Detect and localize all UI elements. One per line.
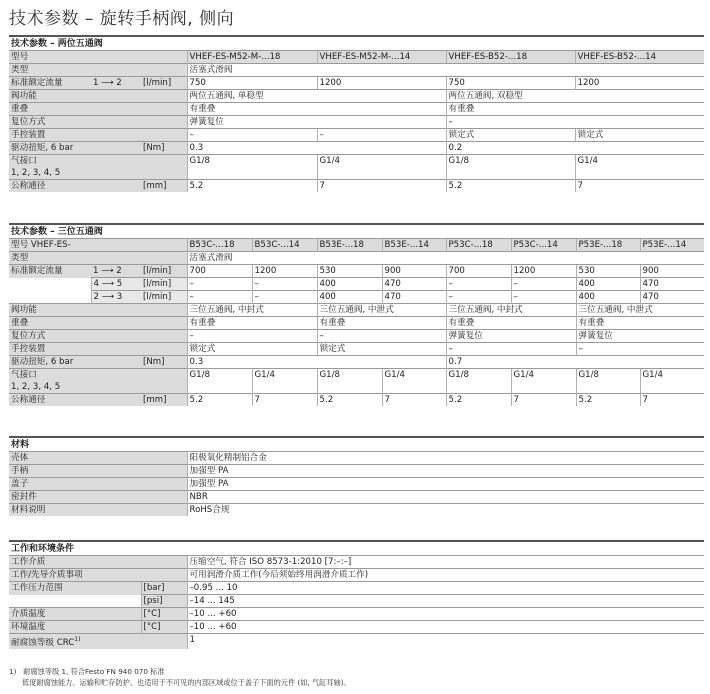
row-label: 标准额定流量 — [9, 265, 91, 278]
cell: G1/8 — [187, 369, 252, 394]
row-label: 类型 — [9, 64, 187, 77]
port-label: 气接口 — [11, 156, 37, 166]
row-label: 公称通径 — [9, 394, 141, 407]
cell: 1200 — [252, 265, 317, 278]
cell: 活塞式滑阀 — [187, 252, 704, 265]
section-rule — [9, 35, 704, 37]
cell: 400 — [576, 278, 640, 291]
materials-table — [9, 439, 704, 516]
section-rule — [9, 223, 704, 225]
cell: 活塞式滑阀 — [187, 64, 704, 77]
cell: 阳极氧化精制铝合金 — [187, 452, 704, 465]
spacer — [9, 595, 141, 608]
footnote-line: 低度耐腐蚀能力。运输和贮存防护。也适用于不可见的内部区域或位于盖子下面的元件 (如, 气缸耳轴)。 — [22, 678, 351, 687]
cell: 1200 — [575, 77, 704, 90]
unit: [l/min] — [141, 265, 187, 278]
col-header: B53C-...14 — [252, 239, 317, 252]
col-header: B53E-...14 — [382, 239, 446, 252]
cell: – — [187, 330, 317, 343]
row-label: 公称通径 — [9, 180, 141, 193]
spacer — [9, 291, 91, 304]
cell: 530 — [576, 265, 640, 278]
cell: 470 — [640, 291, 704, 304]
row-label — [9, 369, 187, 394]
port-label: 气接口 — [11, 370, 37, 380]
row-label: 重叠 — [9, 103, 187, 116]
col-header: VHEF-ES-M52-M-...18 — [187, 51, 317, 64]
cell: 0.3 — [187, 142, 446, 155]
cell: 1200 — [511, 265, 576, 278]
unit: [Nm] — [141, 142, 187, 155]
model-label: 型号 VHEF-ES- — [9, 239, 187, 252]
cell: G1/4 — [511, 369, 576, 394]
col-header: VHEF-ES-M52-M-...14 — [317, 51, 446, 64]
row-label: 工作介质 — [9, 556, 187, 569]
row-label: 标准额定流量 — [9, 77, 91, 90]
spec-table-3x5 — [9, 226, 704, 406]
col-header: B53C-...18 — [187, 239, 252, 252]
cell: 1 — [187, 634, 704, 649]
cell: G1/4 — [382, 369, 446, 394]
cell: 7 — [640, 394, 704, 407]
cell: 7 — [382, 394, 446, 407]
cell: 两位五通阀, 单稳型 — [187, 90, 446, 103]
cell: RoHS合规 — [187, 504, 704, 517]
section-heading: 技术参数 – 两位五通阀 — [11, 39, 103, 49]
row-label: 类型 — [9, 252, 187, 265]
cell: 400 — [576, 291, 640, 304]
unit: [l/min] — [141, 291, 187, 304]
cell: 400 — [317, 278, 382, 291]
cell: G1/8 — [446, 155, 575, 180]
cell: 0.3 — [187, 356, 446, 369]
row-label: 工作/先导介质事项 — [9, 569, 187, 582]
row-label: 驱动扭矩, 6 bar — [9, 142, 141, 155]
row-label: 手控装置 — [9, 343, 187, 356]
cell: 弹簧复位 — [446, 330, 576, 343]
cell: 5.2 — [446, 180, 575, 193]
row-label: 环境温度 — [9, 621, 141, 634]
cell: – — [446, 343, 576, 356]
flow-direction: 4 ⟶ 5 — [91, 278, 141, 291]
cell: 5.2 — [446, 394, 511, 407]
cell: –10 ... +60 — [187, 608, 704, 621]
footnote-line: 耐腐蚀等级 1, 符合Festo FN 940 070 标准 — [23, 667, 165, 676]
spacer — [9, 278, 91, 291]
cell: 0.7 — [446, 356, 704, 369]
cell: – — [446, 291, 511, 304]
section-heading: 技术参数 – 三位五通阀 — [11, 227, 103, 237]
row-label: 复位方式 — [9, 330, 187, 343]
cell: G1/8 — [446, 369, 511, 394]
footnote-ref: 1) — [74, 636, 81, 643]
unit: [Nm] — [141, 356, 187, 369]
col-header: VHEF-ES-B52-...14 — [575, 51, 704, 64]
section-heading: 工作和环境条件 — [11, 544, 75, 554]
cell: 有重叠 — [446, 103, 704, 116]
cell: 700 — [187, 265, 252, 278]
col-header: B53E-...18 — [317, 239, 382, 252]
cell: 900 — [640, 265, 704, 278]
cell: 三位五通阀, 中泄式 — [317, 304, 446, 317]
cell: 两位五通阀, 双稳型 — [446, 90, 704, 103]
section-rule — [9, 540, 704, 542]
cell: – — [317, 129, 446, 142]
cell: 750 — [187, 77, 317, 90]
col-header: P53E-...18 — [576, 239, 640, 252]
cell: 锁定式 — [575, 129, 704, 142]
unit: [mm] — [141, 394, 187, 407]
cell: 三位五通阀, 中封式 — [187, 304, 317, 317]
cell: G1/4 — [252, 369, 317, 394]
unit: [bar] — [141, 582, 187, 595]
cell: – — [187, 291, 252, 304]
row-label: 手柄 — [9, 465, 187, 478]
cell: – — [446, 116, 704, 129]
cell: NBR — [187, 491, 704, 504]
cell: G1/4 — [575, 155, 704, 180]
cell: 有重叠 — [576, 317, 704, 330]
cell: – — [446, 278, 511, 291]
cell: 锁定式 — [446, 129, 575, 142]
row-label: 材料说明 — [9, 504, 187, 517]
row-label: 壳体 — [9, 452, 187, 465]
cell: G1/8 — [187, 155, 317, 180]
cell: 7 — [252, 394, 317, 407]
row-label: 手控装置 — [9, 129, 187, 142]
cell: 5.2 — [317, 394, 382, 407]
cell: – — [187, 278, 252, 291]
unit: [mm] — [141, 180, 187, 193]
row-label: 阀功能 — [9, 304, 187, 317]
model-label: 型号 — [9, 51, 187, 64]
cell: 1200 — [317, 77, 446, 90]
col-header: P53C-...18 — [446, 239, 511, 252]
cell: – — [511, 291, 576, 304]
unit: [°C] — [141, 608, 187, 621]
cell: 弹簧复位 — [187, 116, 446, 129]
cell: 470 — [382, 291, 446, 304]
cell: –10 ... +60 — [187, 621, 704, 634]
cell: G1/4 — [640, 369, 704, 394]
page-title: 技术参数 – 旋转手柄阀, 侧向 — [9, 9, 235, 29]
unit: [°C] — [141, 621, 187, 634]
cell: 加强型 PA — [187, 465, 704, 478]
cell: – — [511, 278, 576, 291]
cell: 5.2 — [576, 394, 640, 407]
cell: 弹簧复位 — [576, 330, 704, 343]
cell: 加强型 PA — [187, 478, 704, 491]
cell: G1/8 — [317, 369, 382, 394]
cell: 470 — [640, 278, 704, 291]
cell: 400 — [317, 291, 382, 304]
row-label: 复位方式 — [9, 116, 187, 129]
section-heading: 材料 — [11, 440, 30, 450]
section-rule — [9, 436, 704, 438]
col-header: P53C-...14 — [511, 239, 576, 252]
row-label: 驱动扭矩, 6 bar — [9, 356, 141, 369]
cell: –14 ... 145 — [187, 595, 704, 608]
footnote-mark: 1) — [9, 667, 17, 676]
cell: 5.2 — [187, 180, 317, 193]
cell: 530 — [317, 265, 382, 278]
cell: G1/4 — [317, 155, 446, 180]
cell: 压缩空气, 符合 ISO 8573-1:2010 [7:–:–] — [187, 556, 704, 569]
flow-direction: 1 ⟶ 2 — [91, 265, 141, 278]
cell: – — [187, 129, 317, 142]
unit: [l/min] — [141, 77, 187, 90]
cell: –0.95 ... 10 — [187, 582, 704, 595]
cell: 有重叠 — [446, 317, 576, 330]
port-sub-label: 1, 2, 3, 4, 5 — [11, 382, 61, 392]
cell: – — [576, 343, 704, 356]
col-header: VHEF-ES-B52-...18 — [446, 51, 575, 64]
port-sub-label: 1, 2, 3, 4, 5 — [11, 168, 61, 178]
cell: – — [317, 330, 446, 343]
unit: [psi] — [141, 595, 187, 608]
spec-table-2x5 — [9, 38, 704, 192]
unit: [l/min] — [141, 278, 187, 291]
row-label: 阀功能 — [9, 90, 187, 103]
row-label: 密封件 — [9, 491, 187, 504]
cell: 有重叠 — [187, 103, 446, 116]
row-label: 盖子 — [9, 478, 187, 491]
cell: – — [252, 278, 317, 291]
cell: 三位五通阀, 中封式 — [446, 304, 576, 317]
footnote — [9, 666, 351, 688]
crc-label: 耐腐蚀等级 CRC — [11, 637, 75, 648]
row-label: 介质温度 — [9, 608, 141, 621]
cell: 700 — [446, 265, 511, 278]
cell: 可用润滑介质工作(今后须始终用润滑介质工作) — [187, 569, 704, 582]
row-label — [9, 634, 187, 649]
flow-direction: 1 ⟶ 2 — [91, 77, 141, 90]
cell: 470 — [382, 278, 446, 291]
operating-conditions-table — [9, 543, 704, 649]
cell: 有重叠 — [187, 317, 317, 330]
col-header: P53E-...14 — [640, 239, 704, 252]
row-label: 工作压力范围 — [9, 582, 141, 595]
cell: 锁定式 — [317, 343, 446, 356]
cell: 有重叠 — [317, 317, 446, 330]
cell: 0.2 — [446, 142, 704, 155]
cell: 三位五通阀, 中泄式 — [576, 304, 704, 317]
cell: 锁定式 — [187, 343, 317, 356]
cell: – — [252, 291, 317, 304]
cell: 7 — [317, 180, 446, 193]
flow-direction: 2 ⟶ 3 — [91, 291, 141, 304]
cell: 750 — [446, 77, 575, 90]
cell: 5.2 — [187, 394, 252, 407]
cell: 900 — [382, 265, 446, 278]
cell: 7 — [575, 180, 704, 193]
row-label: 重叠 — [9, 317, 187, 330]
cell: 7 — [511, 394, 576, 407]
cell: G1/8 — [576, 369, 640, 394]
row-label — [9, 155, 187, 180]
